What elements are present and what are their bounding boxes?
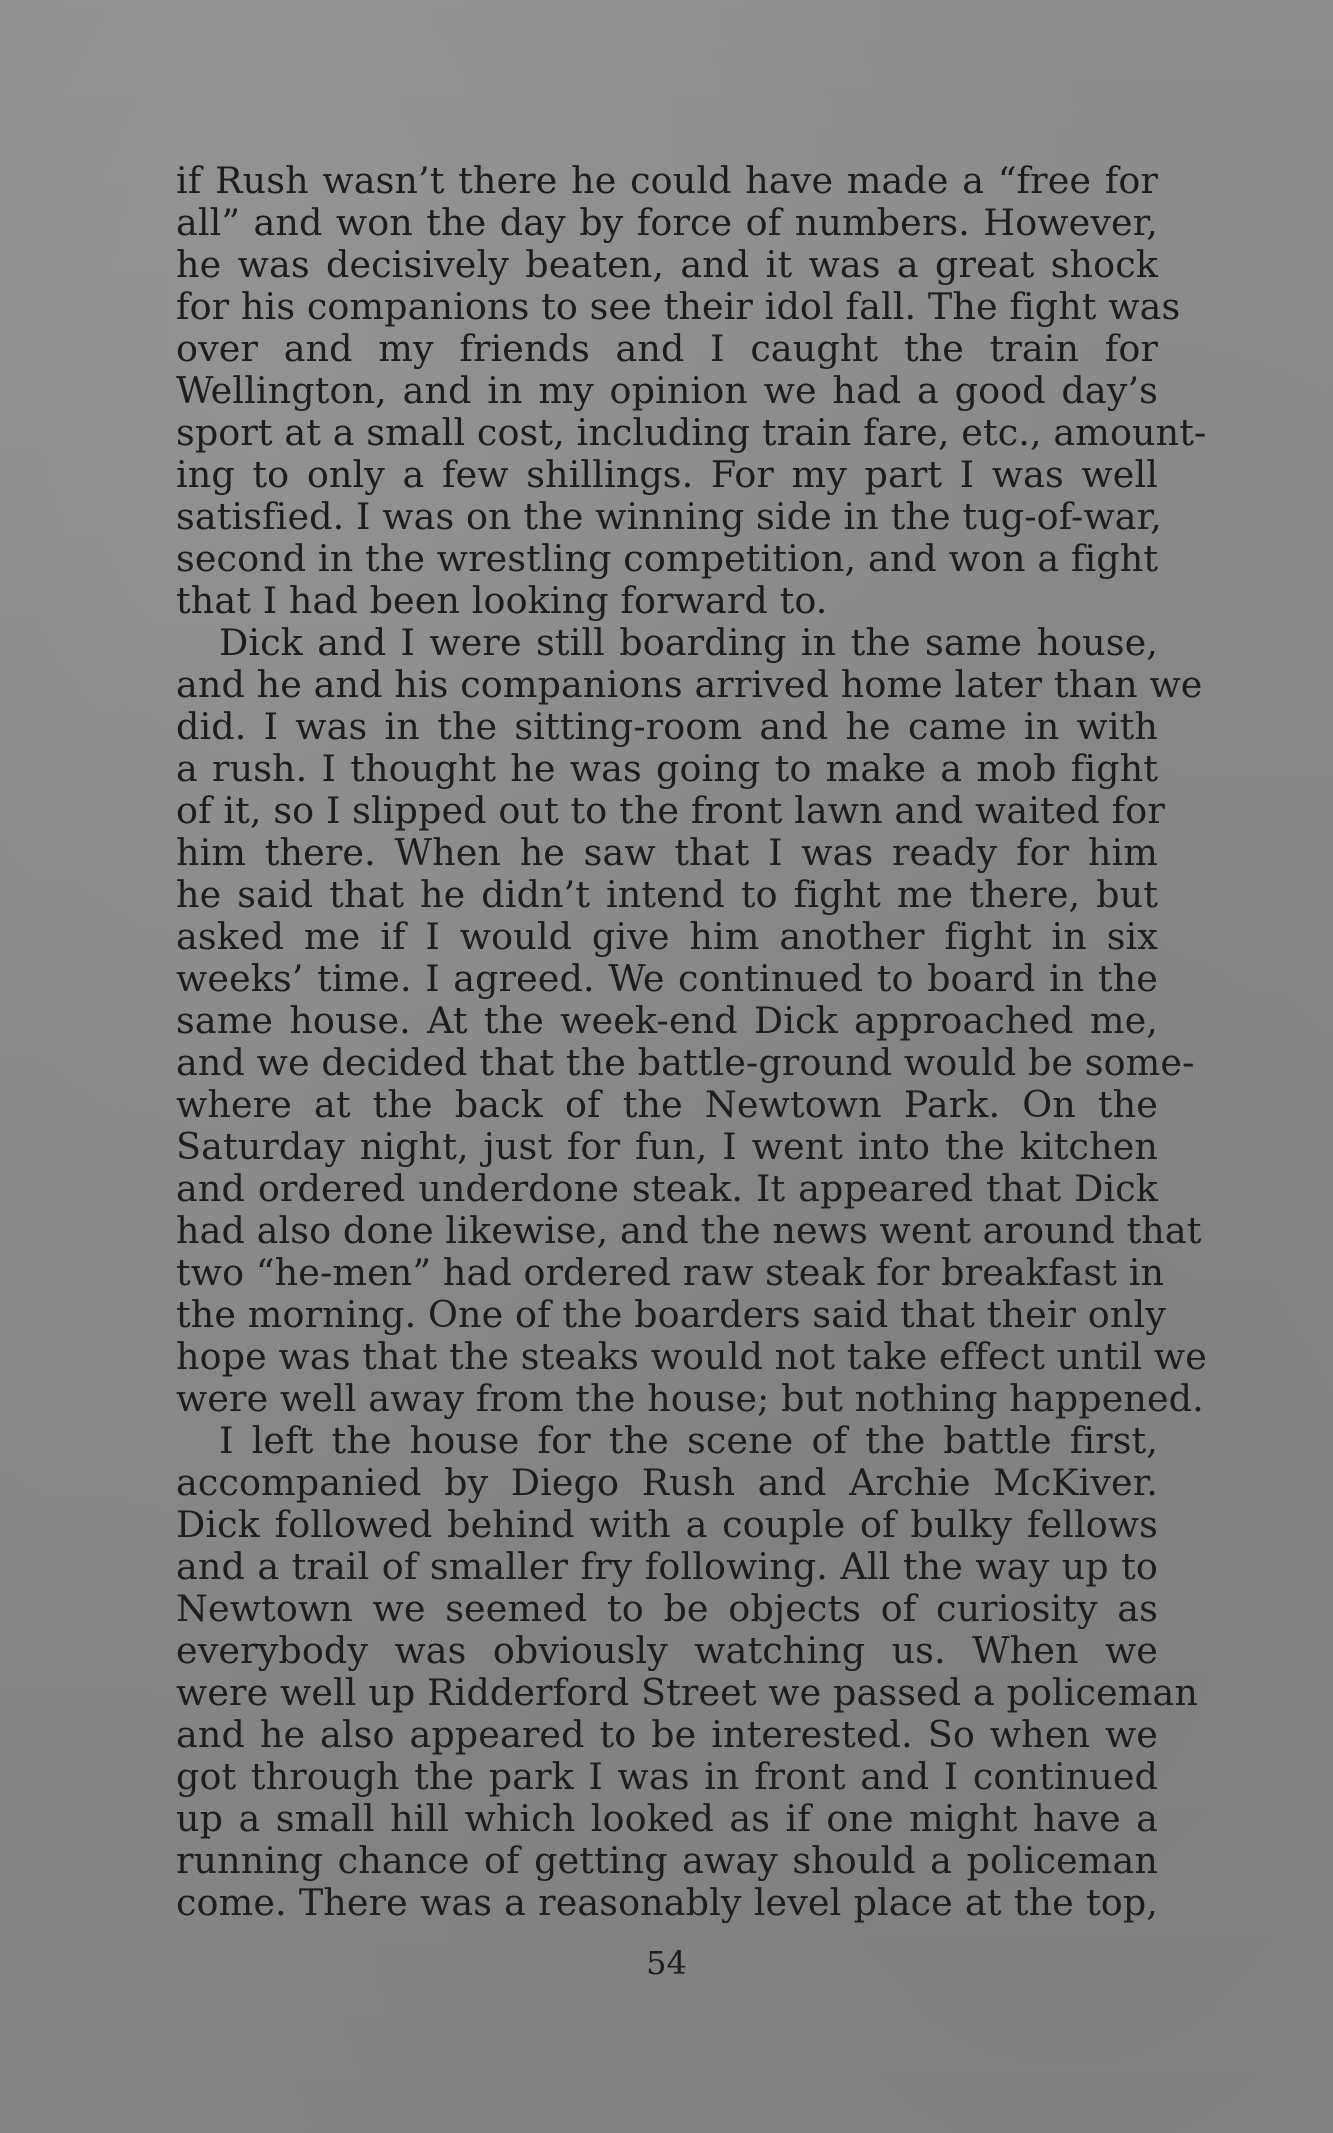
text-line: Dick and I were still boarding in the same house, <box>219 621 1158 664</box>
text-line: for his companions to see their idol fall. The fight was <box>176 285 1181 328</box>
text-line: accompanied by Diego Rush and Archie McKiver. <box>176 1461 1158 1504</box>
text-line: second in the wrestling competition, and won a fight <box>176 537 1159 580</box>
text-line: were well up Ridderford Street we passed a policeman <box>176 1671 1198 1714</box>
text-line: him there. When he saw that I was ready for him <box>176 831 1158 874</box>
text-line: up a small hill which looked as if one might have a <box>176 1797 1158 1840</box>
text-line: Saturday night, just for fun, I went into the kitchen <box>176 1125 1158 1168</box>
text-line: were well away from the house; but nothing happened. <box>176 1377 1204 1420</box>
text-line: same house. At the week-end Dick approached me, <box>176 999 1158 1042</box>
text-line: Newtown we seemed to be objects of curiosity as <box>176 1587 1158 1630</box>
text-line: sport at a small cost, including train fare, etc., amount- <box>176 411 1207 454</box>
text-line: the morning. One of the boarders said that their only <box>176 1293 1166 1336</box>
text-line: Wellington, and in my opinion we had a good day’s <box>176 369 1158 412</box>
text-line: satisfied. I was on the winning side in the tug-of-war, <box>176 495 1162 538</box>
text-line: Dick followed behind with a couple of bulky fellows <box>176 1503 1158 1546</box>
text-line: come. There was a reasonably level place at the top, <box>176 1881 1158 1924</box>
text-line: and he and his companions arrived home later than we <box>176 663 1203 706</box>
text-line: of it, so I slipped out to the front lawn and waited for <box>176 789 1165 832</box>
text-line: where at the back of the Newtown Park. On the <box>176 1083 1158 1126</box>
text-line: everybody was obviously watching us. When we <box>176 1629 1158 1672</box>
text-line: running chance of getting away should a policeman <box>176 1839 1158 1882</box>
text-line: two “he-men” had ordered raw steak for breakfast in <box>176 1251 1165 1294</box>
page-number: 54 <box>646 1944 687 1982</box>
text-line: and he also appeared to be interested. So when we <box>176 1713 1158 1756</box>
text-line: and a trail of smaller fry following. All the way up to <box>176 1545 1158 1588</box>
text-line: if Rush wasn’t there he could have made a “free for <box>176 159 1158 202</box>
text-line: all” and won the day by force of numbers. However, <box>176 201 1158 244</box>
text-line: did. I was in the sitting-room and he came in with <box>176 705 1158 748</box>
text-line: got through the park I was in front and I continued <box>176 1755 1158 1798</box>
text-line: had also done likewise, and the news went around that <box>176 1209 1202 1252</box>
text-line: hope was that the steaks would not take effect until we <box>176 1335 1207 1378</box>
text-line: he said that he didn’t intend to fight me there, but <box>176 873 1158 916</box>
text-line: and ordered underdone steak. It appeared that Dick <box>176 1167 1158 1210</box>
body-text <box>176 159 1207 1924</box>
text-line: he was decisively beaten, and it was a great shock <box>176 243 1158 286</box>
text-line: that I had been looking forward to. <box>176 579 828 622</box>
text-line: ing to only a few shillings. For my part I was well <box>176 453 1158 496</box>
text-line: a rush. I thought he was going to make a mob fight <box>176 747 1158 790</box>
text-line: and we decided that the battle-ground would be some- <box>176 1041 1195 1084</box>
text-line: over and my friends and I caught the train for <box>176 327 1158 370</box>
text-line: weeks’ time. I agreed. We continued to board in the <box>176 957 1158 1000</box>
text-line: I left the house for the scene of the battle first, <box>219 1419 1158 1462</box>
text-line: asked me if I would give him another fight in six <box>176 915 1158 958</box>
